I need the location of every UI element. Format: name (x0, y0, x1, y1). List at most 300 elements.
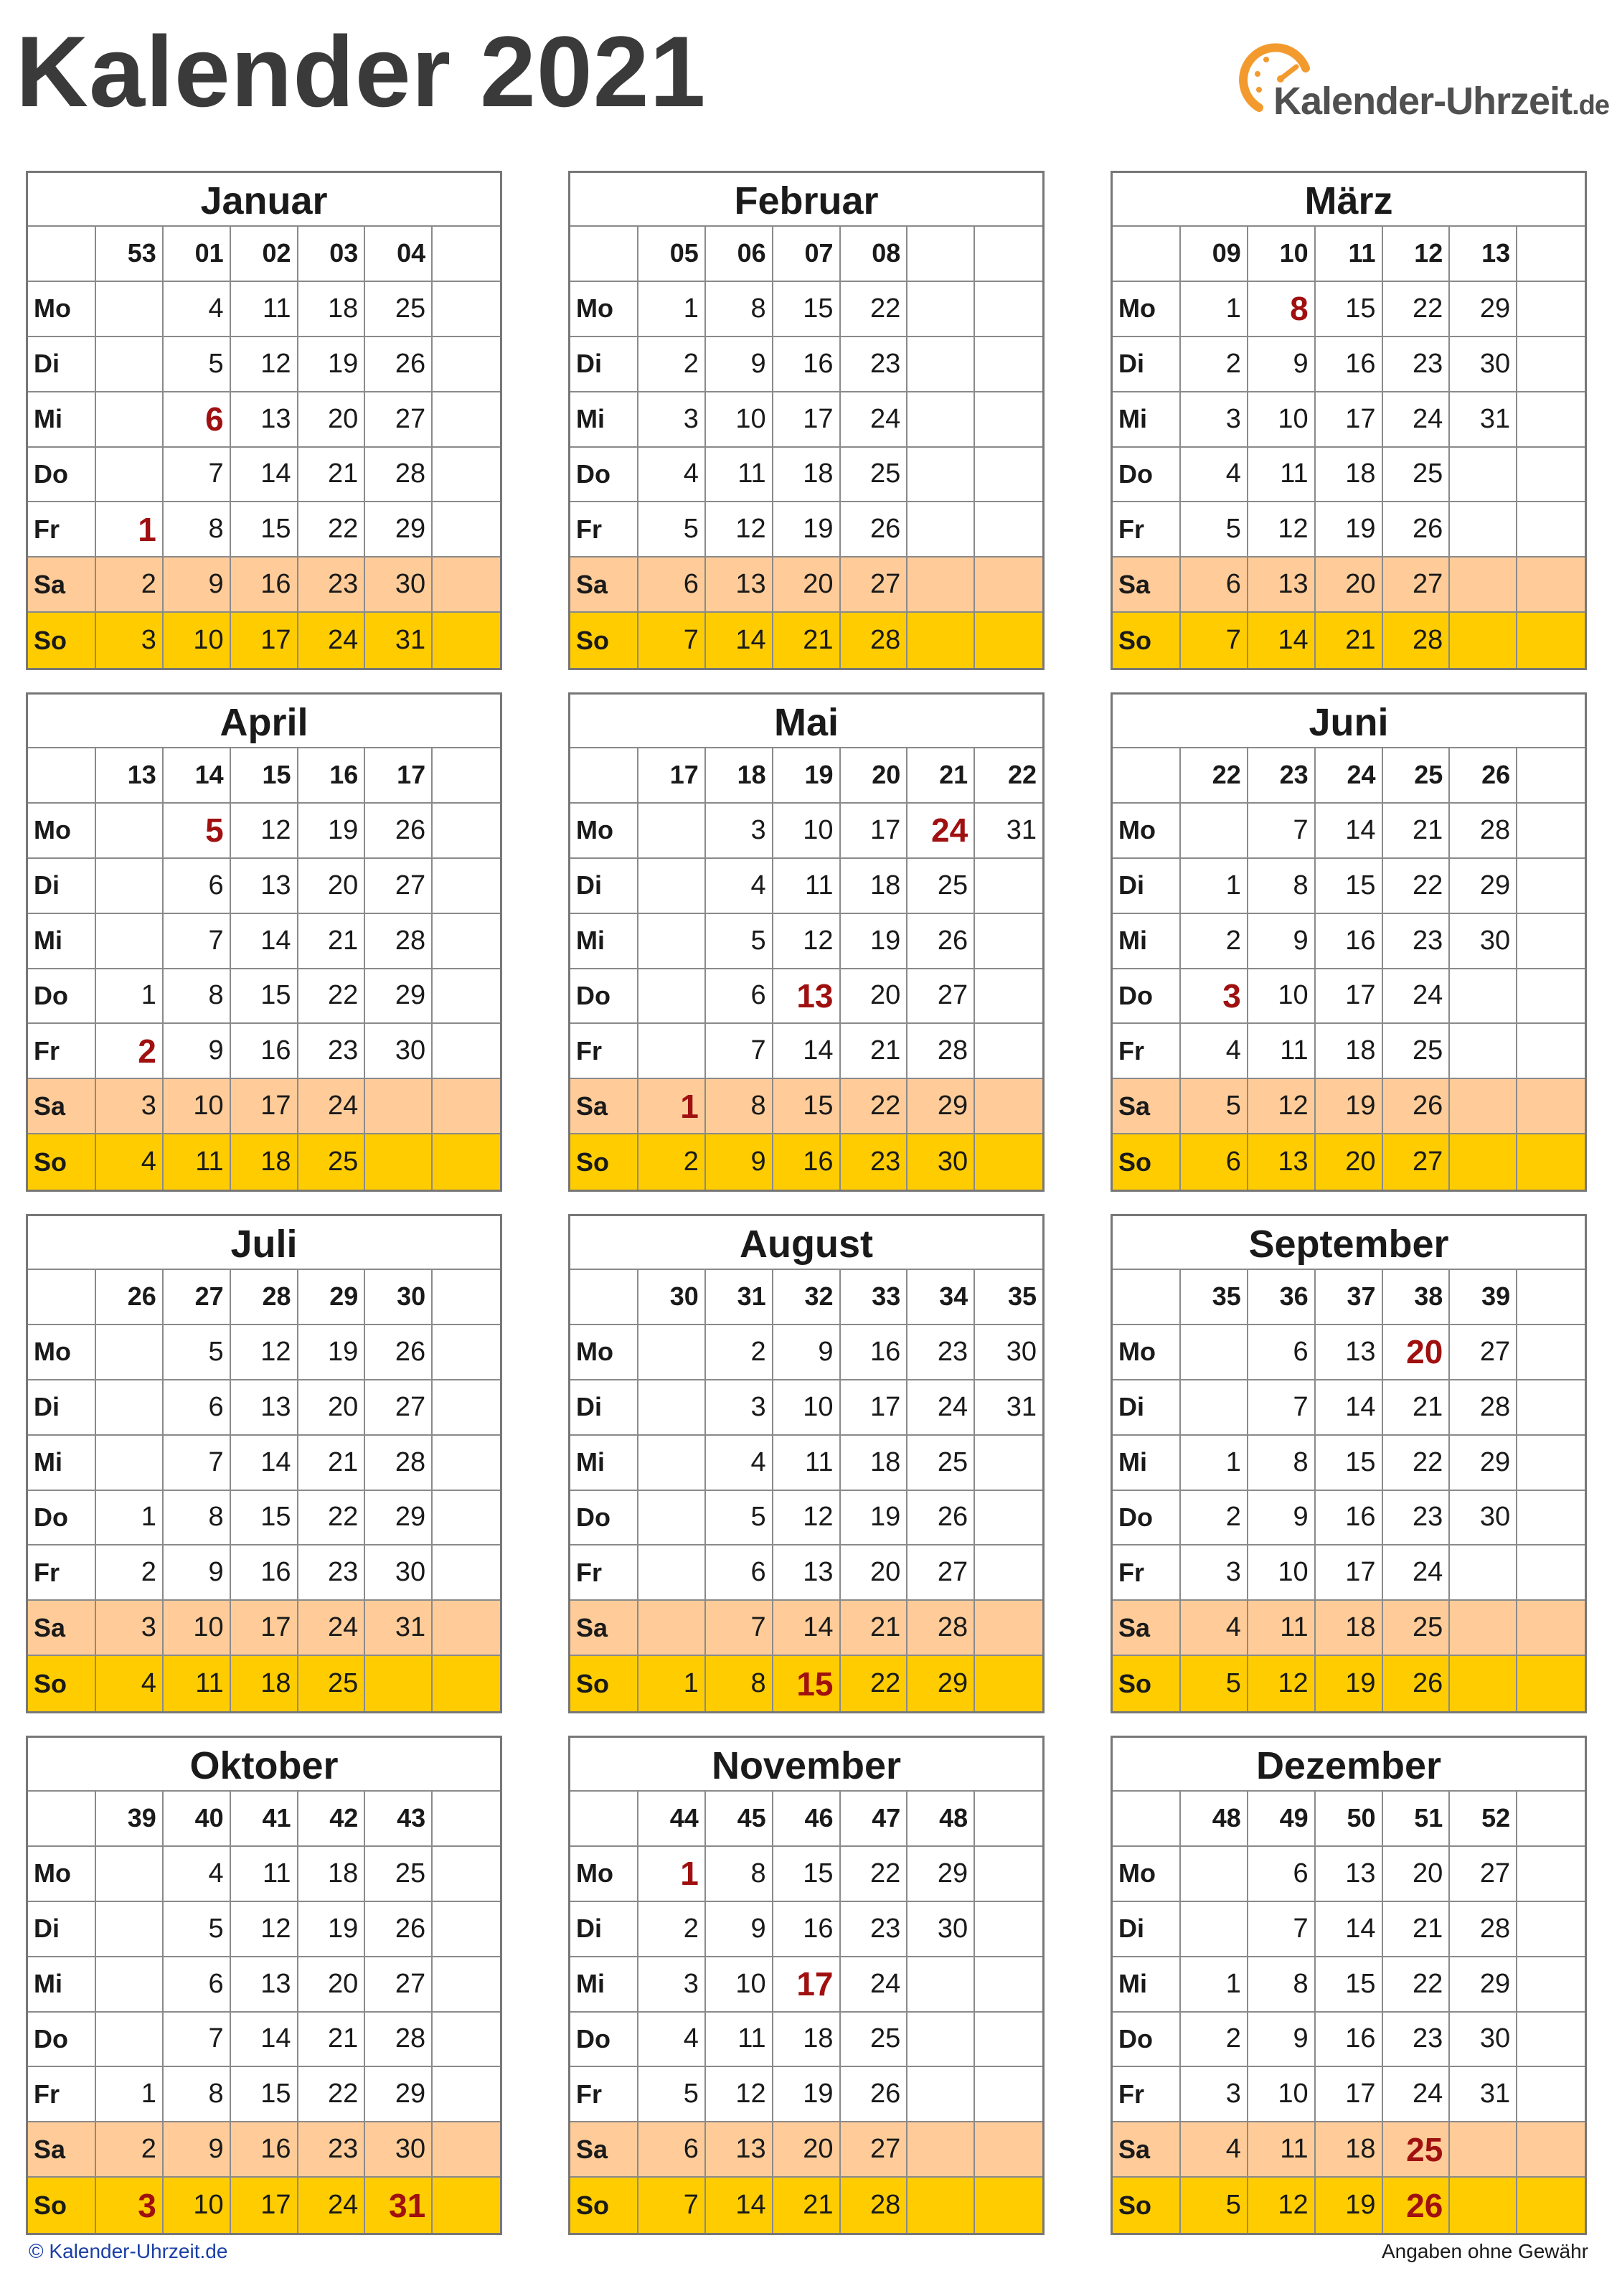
week-number: 19 (773, 748, 841, 804)
day-cell (433, 1601, 500, 1656)
day-cell (1450, 2178, 1517, 2233)
day-cell (433, 1436, 500, 1491)
month-6 (26, 1214, 502, 1713)
week-number: 38 (1383, 1270, 1451, 1325)
day-cell: 20 (841, 969, 908, 1025)
day-cell (1517, 1380, 1585, 1436)
weekday-label: So (1113, 1134, 1181, 1190)
day-cell: 26 (908, 914, 975, 969)
day-cell: 28 (1450, 1380, 1517, 1436)
week-number: 08 (841, 227, 908, 282)
weekday-label: Di (570, 1902, 638, 1957)
week-number: 18 (706, 748, 773, 804)
weekday-label: Fr (1113, 2067, 1181, 2122)
day-cell: 25 (298, 1656, 366, 1711)
day-cell: 24 (841, 392, 908, 448)
day-cell: 28 (908, 1024, 975, 1079)
day-cell: 16 (1316, 2013, 1383, 2068)
day-cell (908, 557, 975, 613)
day-cell: 26 (1383, 1656, 1451, 1711)
weekday-label: Sa (570, 1079, 638, 1134)
day-cell: 24 (298, 1079, 366, 1134)
day-cell: 20 (298, 1380, 366, 1436)
day-cell: 18 (298, 282, 366, 337)
weekday-label: Mo (570, 804, 638, 859)
day-cell: 17 (231, 2178, 298, 2233)
day-cell: 12 (231, 337, 298, 392)
day-cell: 11 (231, 1847, 298, 1902)
day-cell: 3 (1181, 2067, 1248, 2122)
day-cell: 24 (1383, 392, 1451, 448)
weekday-label: Mi (1113, 1436, 1181, 1491)
day-cell (975, 1491, 1042, 1546)
week-number: 22 (1181, 748, 1248, 804)
day-cell (1517, 1134, 1585, 1190)
day-cell: 6 (164, 1380, 231, 1436)
day-cell: 9 (1248, 2013, 1316, 2068)
weekday-label: Fr (28, 502, 96, 557)
day-cell (638, 1380, 706, 1436)
day-cell: 7 (1248, 1902, 1316, 1957)
day-cell: 13 (231, 392, 298, 448)
weekday-label: Mo (570, 282, 638, 337)
day-cell: 3 (638, 392, 706, 448)
weekday-label: Fr (570, 2067, 638, 2122)
week-number (975, 1792, 1042, 1847)
day-cell: 15 (773, 1847, 841, 1902)
week-number: 11 (1316, 227, 1383, 282)
day-cell (1450, 502, 1517, 557)
day-cell: 7 (164, 914, 231, 969)
day-cell: 14 (1316, 804, 1383, 859)
day-cell (975, 859, 1042, 914)
day-cell (1450, 613, 1517, 668)
weekday-label: Mi (570, 1957, 638, 2013)
day-cell (1517, 448, 1585, 503)
day-cell: 14 (706, 613, 773, 668)
day-cell: 17 (231, 1601, 298, 1656)
week-number: 40 (164, 1792, 231, 1847)
week-header-blank (570, 748, 638, 804)
weekday-label: Do (570, 969, 638, 1025)
month-title: Februar (570, 173, 1042, 227)
week-header-blank (1113, 1792, 1181, 1847)
day-cell (96, 2013, 164, 2068)
week-number: 09 (1181, 227, 1248, 282)
day-cell: 18 (298, 1847, 366, 1902)
weekday-label: Mo (1113, 1847, 1181, 1902)
weekday-label: Do (28, 448, 96, 503)
month-table (570, 1270, 1042, 1711)
day-cell: 10 (1248, 2067, 1316, 2122)
day-cell: 2 (1181, 1491, 1248, 1546)
month-table (570, 1792, 1042, 2233)
week-number: 36 (1248, 1270, 1316, 1325)
month-table (570, 748, 1042, 1190)
day-cell: 19 (1316, 2178, 1383, 2233)
day-cell: 1 (96, 1491, 164, 1546)
day-cell: 14 (231, 448, 298, 503)
day-cell: 29 (908, 1847, 975, 1902)
day-cell: 3 (638, 1957, 706, 2013)
day-cell: 31 (365, 613, 433, 668)
week-number: 45 (706, 1792, 773, 1847)
day-cell: 21 (1316, 613, 1383, 668)
week-number: 49 (1248, 1792, 1316, 1847)
day-cell: 8 (706, 282, 773, 337)
weekday-label: Sa (1113, 1079, 1181, 1134)
day-cell: 4 (164, 1847, 231, 1902)
day-cell: 11 (164, 1134, 231, 1190)
weekday-label: Mi (28, 1957, 96, 2013)
day-cell: 22 (841, 1079, 908, 1134)
day-cell: 12 (1248, 1079, 1316, 1134)
week-header-blank (570, 1270, 638, 1325)
day-cell (1517, 613, 1585, 668)
day-cell: 29 (365, 1491, 433, 1546)
day-cell (1517, 2122, 1585, 2178)
week-number (1517, 748, 1585, 804)
day-cell: 8 (706, 1847, 773, 1902)
weekday-label: Do (28, 969, 96, 1025)
day-cell: 8 (1248, 1957, 1316, 2013)
day-cell: 18 (1316, 448, 1383, 503)
weekday-label: So (570, 1134, 638, 1190)
day-cell (1517, 1436, 1585, 1491)
day-cell: 8 (706, 1079, 773, 1134)
day-cell: 22 (298, 1491, 366, 1546)
day-cell (975, 502, 1042, 557)
day-cell (1450, 1024, 1517, 1079)
day-cell: 29 (365, 969, 433, 1025)
day-cell: 14 (231, 914, 298, 969)
day-cell: 17 (231, 613, 298, 668)
month-4 (568, 692, 1045, 1192)
day-cell (1517, 1079, 1585, 1134)
day-cell: 25 (365, 1847, 433, 1902)
weekday-label: Fr (28, 1024, 96, 1079)
day-cell: 22 (841, 1656, 908, 1711)
week-number: 42 (298, 1792, 366, 1847)
day-cell: 4 (96, 1134, 164, 1190)
day-cell: 9 (706, 337, 773, 392)
day-cell: 6 (1248, 1847, 1316, 1902)
day-cell (975, 2067, 1042, 2122)
week-number (433, 748, 500, 804)
day-cell: 24 (298, 613, 366, 668)
weekday-label: Do (1113, 1491, 1181, 1546)
day-cell (433, 1545, 500, 1601)
month-10 (568, 1736, 1045, 2235)
week-header-blank (1113, 748, 1181, 804)
day-cell: 9 (164, 557, 231, 613)
day-cell: 4 (1181, 1601, 1248, 1656)
day-cell (908, 2067, 975, 2122)
day-cell: 13 (706, 557, 773, 613)
month-8 (1111, 1214, 1587, 1713)
day-cell: 23 (841, 1134, 908, 1190)
day-cell: 6 (1181, 557, 1248, 613)
day-cell: 27 (1383, 1134, 1451, 1190)
weekday-label: Do (1113, 969, 1181, 1025)
day-cell (975, 1545, 1042, 1601)
day-cell: 4 (706, 1436, 773, 1491)
day-cell: 3 (706, 804, 773, 859)
day-cell: 6 (1248, 1325, 1316, 1380)
weekday-label: Do (1113, 448, 1181, 503)
weekday-label: Mo (1113, 282, 1181, 337)
weekday-label: Do (570, 2013, 638, 2068)
day-cell (1517, 914, 1585, 969)
day-cell: 2 (638, 1134, 706, 1190)
day-cell: 4 (164, 282, 231, 337)
day-cell: 27 (365, 859, 433, 914)
day-cell (975, 1957, 1042, 2013)
day-cell: 25 (841, 2013, 908, 2068)
day-cell (908, 613, 975, 668)
day-cell: 1 (1181, 1957, 1248, 2013)
day-cell (96, 859, 164, 914)
day-cell: 21 (298, 1436, 366, 1491)
weekday-label: Di (570, 337, 638, 392)
day-cell: 9 (706, 1134, 773, 1190)
month-title: Juni (1113, 695, 1585, 748)
weekday-label: Do (570, 1491, 638, 1546)
day-cell (638, 804, 706, 859)
day-cell: 28 (365, 448, 433, 503)
weekday-label: Di (1113, 337, 1181, 392)
day-cell: 18 (773, 2013, 841, 2068)
week-number: 33 (841, 1270, 908, 1325)
day-cell (1517, 2067, 1585, 2122)
day-cell (975, 1601, 1042, 1656)
weekday-label: Mi (570, 392, 638, 448)
day-cell: 13 (1248, 1134, 1316, 1190)
disclaimer: Angaben ohne Gewähr (1382, 2240, 1588, 2262)
day-cell: 30 (975, 1325, 1042, 1380)
day-cell: 14 (1316, 1902, 1383, 1957)
day-cell: 28 (365, 1436, 433, 1491)
day-cell: 16 (773, 1902, 841, 1957)
week-number: 47 (841, 1792, 908, 1847)
week-number: 02 (231, 227, 298, 282)
day-cell: 19 (298, 337, 366, 392)
day-cell: 13 (773, 1545, 841, 1601)
weekday-label: Fr (1113, 502, 1181, 557)
day-cell: 16 (1316, 914, 1383, 969)
day-cell: 30 (365, 1024, 433, 1079)
day-cell: 12 (1248, 2178, 1316, 2233)
weekday-label: Mo (1113, 804, 1181, 859)
week-number: 48 (908, 1792, 975, 1847)
day-cell (975, 914, 1042, 969)
day-cell: 10 (1248, 1545, 1316, 1601)
week-number: 26 (1450, 748, 1517, 804)
day-cell (433, 448, 500, 503)
day-cell (96, 448, 164, 503)
day-cell: 24 (908, 1380, 975, 1436)
week-number: 20 (841, 748, 908, 804)
day-cell: 23 (298, 2122, 366, 2178)
day-cell (433, 282, 500, 337)
day-cell (1517, 392, 1585, 448)
day-cell: 5 (164, 1902, 231, 1957)
weekday-label: So (28, 2178, 96, 2233)
day-cell: 15 (231, 2067, 298, 2122)
day-cell: 27 (1383, 557, 1451, 613)
day-cell: 18 (1316, 1601, 1383, 1656)
day-cell: 31 (365, 1601, 433, 1656)
day-cell: 19 (1316, 1656, 1383, 1711)
day-cell (638, 914, 706, 969)
day-cell: 16 (841, 1325, 908, 1380)
day-cell: 12 (706, 2067, 773, 2122)
day-cell (433, 1902, 500, 1957)
week-number (1517, 1792, 1585, 1847)
week-number: 50 (1316, 1792, 1383, 1847)
day-cell (1517, 1601, 1585, 1656)
month-2 (1111, 171, 1587, 670)
day-cell: 17 (1316, 2067, 1383, 2122)
day-cell: 16 (773, 1134, 841, 1190)
weekday-label: Fr (570, 1024, 638, 1079)
day-cell: 15 (773, 1656, 841, 1711)
day-cell: 13 (1316, 1847, 1383, 1902)
day-cell: 15 (231, 969, 298, 1025)
day-cell: 14 (1316, 1380, 1383, 1436)
day-cell (433, 2067, 500, 2122)
day-cell (433, 1380, 500, 1436)
day-cell (433, 804, 500, 859)
weekday-label: Mo (1113, 1325, 1181, 1380)
day-cell (96, 1847, 164, 1902)
day-cell: 7 (164, 448, 231, 503)
week-number: 14 (164, 748, 231, 804)
day-cell: 26 (1383, 1079, 1451, 1134)
day-cell: 17 (1316, 969, 1383, 1025)
day-cell (1517, 1325, 1585, 1380)
day-cell: 24 (1383, 1545, 1451, 1601)
day-cell: 7 (706, 1601, 773, 1656)
day-cell (975, 613, 1042, 668)
day-cell: 14 (773, 1601, 841, 1656)
day-cell (908, 282, 975, 337)
day-cell: 19 (298, 804, 366, 859)
day-cell: 10 (773, 1380, 841, 1436)
week-number: 39 (96, 1792, 164, 1847)
day-cell: 26 (365, 1325, 433, 1380)
day-cell: 25 (908, 1436, 975, 1491)
month-title: März (1113, 173, 1585, 227)
day-cell (1517, 282, 1585, 337)
day-cell: 20 (773, 557, 841, 613)
day-cell: 20 (1383, 1325, 1451, 1380)
day-cell (975, 2178, 1042, 2233)
day-cell: 7 (164, 2013, 231, 2068)
day-cell: 7 (1248, 1380, 1316, 1436)
day-cell: 2 (1181, 2013, 1248, 2068)
day-cell: 18 (231, 1134, 298, 1190)
day-cell: 29 (1450, 1436, 1517, 1491)
day-cell: 10 (773, 804, 841, 859)
day-cell: 16 (1316, 337, 1383, 392)
day-cell: 19 (298, 1325, 366, 1380)
weekday-label: Fr (28, 1545, 96, 1601)
day-cell: 10 (706, 392, 773, 448)
week-number: 29 (298, 1270, 366, 1325)
day-cell: 14 (1248, 613, 1316, 668)
day-cell: 2 (96, 557, 164, 613)
day-cell: 7 (164, 1436, 231, 1491)
day-cell (433, 502, 500, 557)
day-cell (433, 1491, 500, 1546)
day-cell: 18 (841, 859, 908, 914)
day-cell: 17 (1316, 1545, 1383, 1601)
day-cell (975, 1079, 1042, 1134)
week-number: 24 (1316, 748, 1383, 804)
weekday-label: Mo (28, 1325, 96, 1380)
day-cell: 26 (841, 502, 908, 557)
day-cell: 9 (164, 2122, 231, 2178)
day-cell: 2 (638, 1902, 706, 1957)
month-0 (26, 171, 502, 670)
weekday-label: Sa (570, 1601, 638, 1656)
day-cell (96, 1902, 164, 1957)
weekday-label: So (570, 2178, 638, 2233)
day-cell: 19 (1316, 502, 1383, 557)
day-cell: 29 (1450, 859, 1517, 914)
day-cell: 27 (365, 1957, 433, 2013)
day-cell: 12 (231, 1325, 298, 1380)
weekday-label: Mo (28, 804, 96, 859)
day-cell (1517, 337, 1585, 392)
day-cell: 19 (773, 2067, 841, 2122)
week-number: 30 (638, 1270, 706, 1325)
day-cell: 25 (298, 1134, 366, 1190)
day-cell: 28 (1383, 613, 1451, 668)
month-title: Juli (28, 1216, 500, 1270)
weekday-label: Di (28, 1902, 96, 1957)
day-cell (433, 1656, 500, 1711)
day-cell: 2 (96, 1545, 164, 1601)
week-number: 13 (1450, 227, 1517, 282)
day-cell: 30 (908, 1134, 975, 1190)
week-number: 06 (706, 227, 773, 282)
copyright-link[interactable]: © Kalender-Uhrzeit.de (29, 2240, 228, 2262)
day-cell: 23 (841, 1902, 908, 1957)
day-cell: 28 (365, 2013, 433, 2068)
day-cell: 3 (706, 1380, 773, 1436)
weekday-label: Do (28, 2013, 96, 2068)
day-cell: 18 (841, 1436, 908, 1491)
week-number: 53 (96, 227, 164, 282)
day-cell: 19 (841, 1491, 908, 1546)
day-cell: 30 (1450, 2013, 1517, 2068)
week-header-blank (570, 1792, 638, 1847)
day-cell: 25 (1383, 1024, 1451, 1079)
weekday-label: Fr (1113, 1024, 1181, 1079)
day-cell: 10 (1248, 969, 1316, 1025)
day-cell: 27 (365, 1380, 433, 1436)
day-cell (365, 1656, 433, 1711)
week-number: 30 (365, 1270, 433, 1325)
weekday-label: Sa (28, 2122, 96, 2178)
day-cell: 25 (908, 859, 975, 914)
day-cell: 24 (1383, 2067, 1451, 2122)
day-cell: 11 (773, 859, 841, 914)
day-cell: 21 (298, 2013, 366, 2068)
day-cell (908, 2013, 975, 2068)
